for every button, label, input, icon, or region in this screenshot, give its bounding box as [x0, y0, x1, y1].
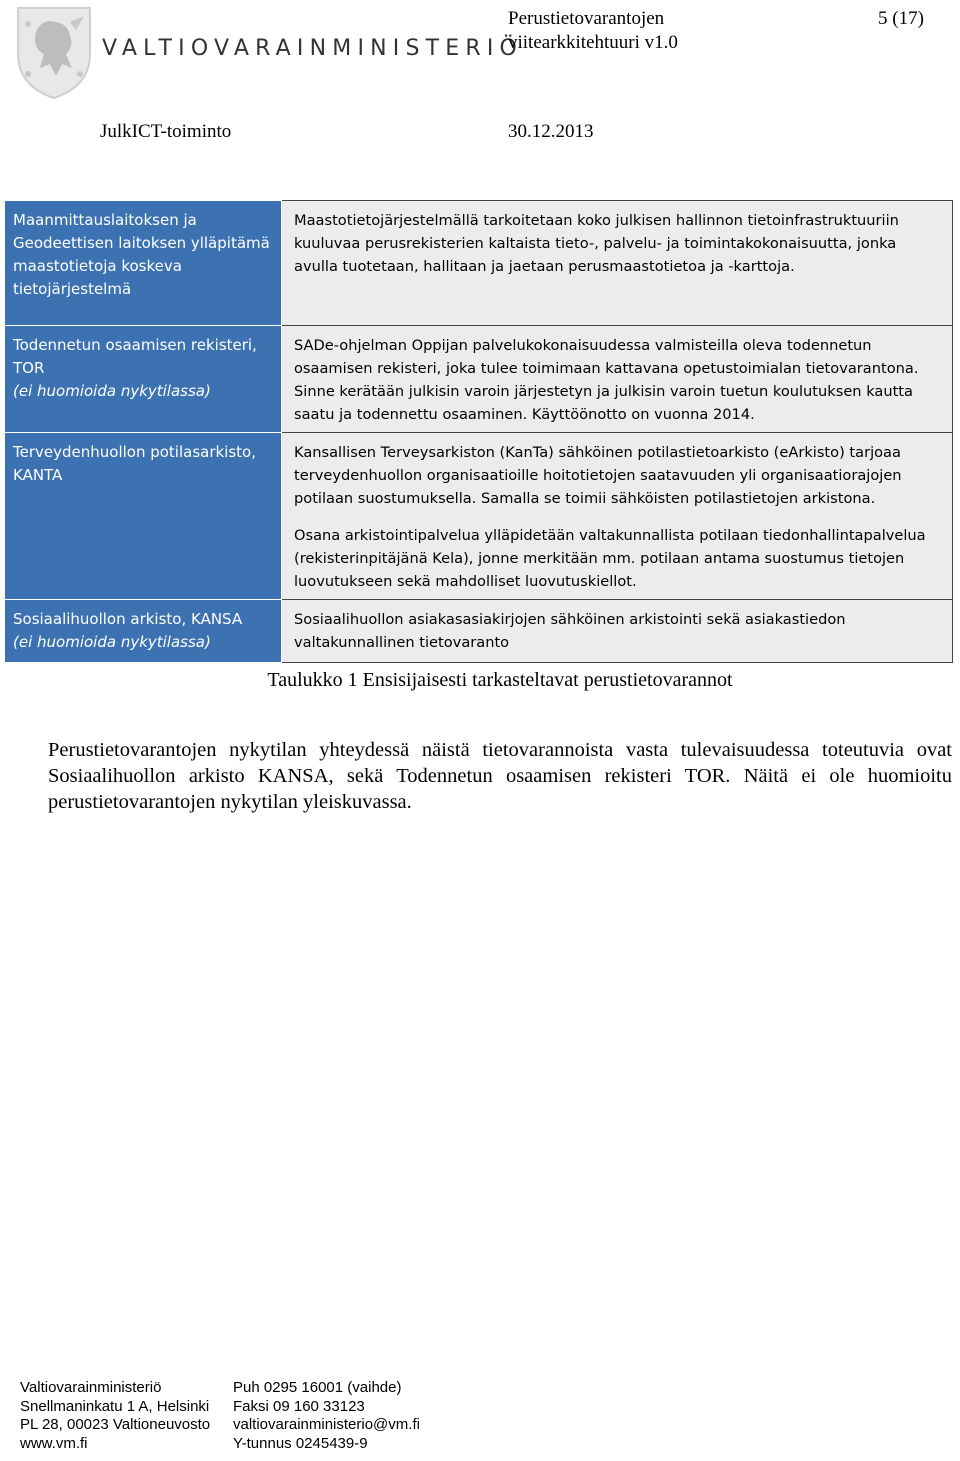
table-cell-name	[5, 600, 282, 663]
footer-line: Snellmaninkatu 1 A, Helsinki	[20, 1397, 210, 1415]
footer-email: valtiovarainministerio@vm.fi	[233, 1416, 420, 1433]
resource-description: Kansallisen Terveysarkiston (KanTa) sähköinen potilastietoarkisto (eArkisto) tarjoaa terveydenhuollon organisaatioille hoitotietojen saatavuuden yli organisaatiorajojen potilaan suostumuksella. Samalla se toimii sähköisten potilastietojen arkistona.	[294, 444, 902, 507]
footer-contact-phone	[233, 1379, 420, 1453]
resource-name: Sosiaalihuollon arkisto, KANSA	[13, 610, 243, 628]
body-paragraph: Perustietovarantojen nykytilan yhteydessä näistä tietovarannoista vasta tulevaisuudessa toteutuvia ovat Sosiaalihuollon arkisto KANSA, sekä Todennetun osaamisen rekisteri TOR. Näitä ei ole huomioitu perustietovarantojen nykytilan yleiskuvassa.	[48, 739, 952, 813]
table-cell-description	[282, 326, 953, 433]
resource-description-continued: Osana arkistointipalvelua ylläpidetään valtakunnallista potilaan tiedonhallintapalvelua (rekisterinpitäjänä Kela), jonne merkitään mm. potilaan antama suostumus tietojen luovutukseen sekä mahdolliset luovutuskiellot.	[294, 527, 926, 590]
table-row	[5, 201, 953, 326]
table-cell-description	[282, 433, 953, 600]
footer-website: www.vm.fi	[20, 1434, 88, 1452]
footer-contact-address	[20, 1379, 210, 1453]
footer-line: Faksi 09 160 33123	[233, 1397, 365, 1415]
resource-description: SADe-ohjelman Oppijan palvelukokonaisuudessa valmisteilla oleva todennetun osaamisen rekisteri, joka tulee toimimaan kattavana opetustoimialan tietovarantona. Sinne kerätään julkisin varoin järjestetyn ja julkisin varoin tuetun koulutuksen kautta saatu ja todennettu osaaminen. Käyttöönotto on vuonna 2014.	[294, 337, 919, 423]
document-title-line1: Perustietovarantojen	[508, 8, 665, 29]
footer-line: Y-tunnus 0245439-9	[233, 1434, 368, 1452]
footer-line: Valtiovarainministeriö	[20, 1379, 162, 1396]
footer-line: PL 28, 00023 Valtioneuvosto	[20, 1416, 211, 1433]
resource-note: (ei huomioida nykytilassa)	[13, 382, 211, 400]
resource-name: Terveydenhuollon potilasarkisto, KANTA	[13, 443, 257, 484]
resource-description: Sosiaalihuollon asiakasasiakirjojen sähköinen arkistointi sekä asiakastiedon valtakunnallinen tietovaranto	[294, 611, 846, 651]
document-title-line2: viitearkkitehtuuri v1.0	[508, 32, 678, 53]
table-caption: Taulukko 1 Ensisijaisesti tarkasteltavat perustietovarannot	[267, 669, 733, 691]
document-date: 30.12.2013	[508, 121, 594, 142]
table-row	[5, 600, 953, 663]
data-resources-table	[4, 200, 953, 663]
resource-note: (ei huomioida nykytilassa)	[13, 633, 211, 651]
table-cell-name	[5, 201, 282, 326]
table-row	[5, 433, 953, 600]
department-name: JulkICT-toiminto	[100, 121, 232, 142]
lion-coat-of-arms-icon	[10, 2, 98, 100]
table-cell-description	[282, 201, 953, 326]
table-cell-description	[282, 600, 953, 663]
resource-name: Maanmittauslaitoksen ja Geodeettisen laitoksen ylläpitämä maastotietoja koskeva tietojärjestelmä	[13, 211, 270, 298]
table-row	[5, 326, 953, 433]
table-cell-name	[5, 326, 282, 433]
page-number: 5 (17)	[878, 8, 924, 29]
footer-line: Puh 0295 16001 (vaihde)	[233, 1379, 402, 1396]
ministry-logotype: VALTIOVARAINMINISTERIÖ	[102, 36, 524, 61]
resource-description: Maastotietojärjestelmällä tarkoitetaan koko julkisen hallinnon tietoinfrastruktuuriin kuuluvaa perusrekisterien kaltaista tieto-, palvelu- ja toimintakokonaisuutta, jonka avulla tuotetaan, hallitaan ja jaetaan perusmaastotietoa ja -karttoja.	[294, 212, 899, 275]
table-cell-name	[5, 433, 282, 600]
resource-name: Todennetun osaamisen rekisteri, TOR	[13, 336, 257, 377]
